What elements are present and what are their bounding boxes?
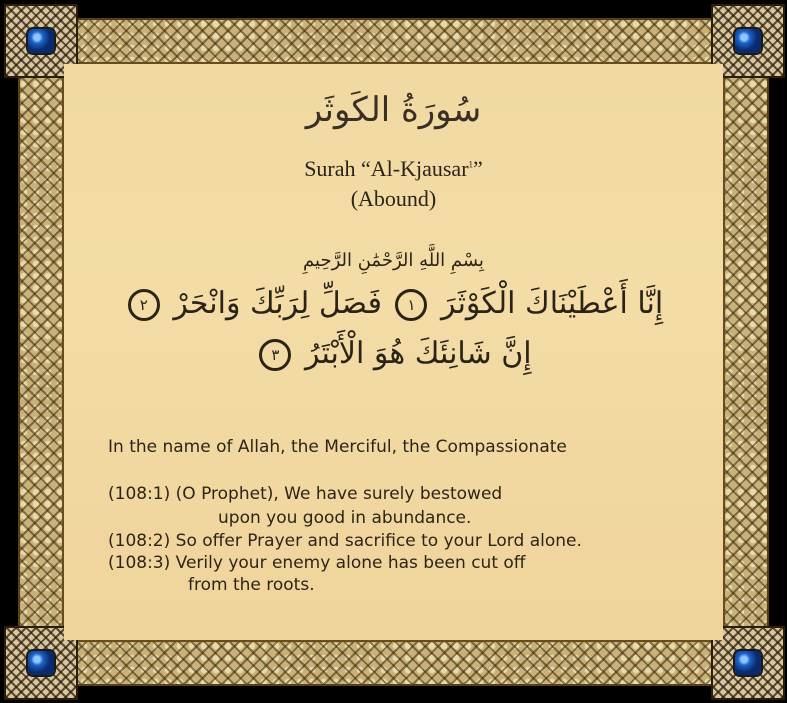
gem-icon — [28, 29, 54, 53]
arabic-ayah-2: فَصَلِّ لِرَبِّكَ وَانْحَرْ — [173, 286, 382, 321]
translation-verse-3: (108:3) Verily your enemy alone has been cut off — [108, 553, 526, 573]
border-bottom — [18, 640, 769, 686]
arabic-line-2 — [64, 336, 723, 371]
translation-basmala: In the name of Allah, the Merciful, the Compassionate — [108, 437, 567, 457]
gem-icon — [28, 651, 54, 675]
arabic-ayah-1: إِنَّا أَعْطَيْنَاكَ الْكَوْثَرَ — [441, 286, 664, 321]
footnote-marker: 1 — [468, 159, 474, 170]
surah-subtitle: (Abound) — [350, 186, 437, 211]
ayah-number-3: ٣ — [259, 339, 291, 371]
translation-verse-2: (108:2) So offer Prayer and sacrifice to your Lord alone. — [108, 531, 582, 551]
arabic-ayah-3: إِنَّ شَانِئَكَ هُوَ الْأَبْتَرُ — [304, 336, 532, 371]
translation-verse-1: (108:1) (O Prophet), We have surely bestowed — [108, 484, 503, 504]
arabic-surah-title: سُورَةُ الكَوثَر — [305, 90, 482, 130]
arabic-line-1 — [64, 286, 723, 321]
gem-icon — [735, 29, 761, 53]
arabic-basmala: بِسْمِ اللَّهِ الرَّحْمَٰنِ الرَّحِيمِ — [303, 250, 484, 271]
border-right — [723, 18, 769, 686]
border-left — [18, 18, 64, 686]
translation-verse-3-cont: from the roots. — [188, 575, 315, 595]
surah-title — [64, 156, 723, 182]
ayah-number-1: ١ — [395, 289, 427, 321]
surah-title-close: ” — [473, 156, 483, 181]
gem-icon — [735, 651, 761, 675]
surah-title-text: Surah “Al-Kjausar — [304, 156, 469, 181]
translation-verse-1-cont: upon you good in abundance. — [218, 508, 472, 528]
border-top — [18, 18, 769, 64]
ayah-number-2: ٢ — [128, 289, 160, 321]
parchment-panel — [64, 64, 723, 640]
